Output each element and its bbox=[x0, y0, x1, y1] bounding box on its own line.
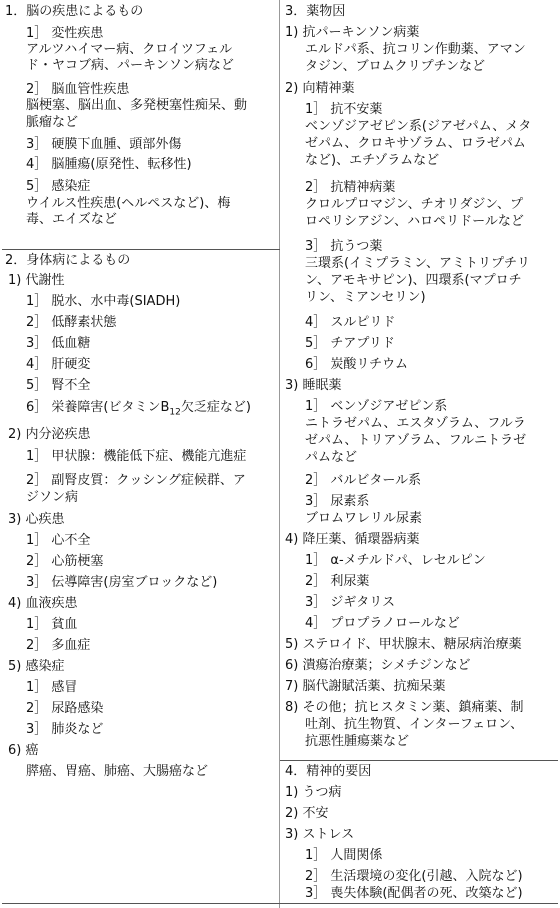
list-item: 2］ 心筋梗塞 bbox=[26, 554, 104, 569]
list-item: 3］ 伝導障害(房室ブロックなど) bbox=[26, 575, 218, 590]
list-item: 3］ 抗うつ薬 bbox=[305, 239, 383, 254]
list-item: 2］ 脳血管性疾患 bbox=[26, 82, 130, 97]
list-item: 4］ 肝硬変 bbox=[26, 357, 91, 372]
list-item-desc: 脈瘤など bbox=[26, 115, 79, 130]
list-item: 1］ 変性疾患 bbox=[26, 26, 104, 41]
list-item-desc: など)、エチゾラムなど bbox=[305, 153, 440, 168]
list-item: 6］ 炭酸リチウム bbox=[305, 357, 409, 372]
list-item: 3］ ジギタリス bbox=[305, 595, 396, 610]
list-item-desc: 抗悪性腫瘍薬など bbox=[305, 734, 410, 749]
group-heading: 1) うつ病 bbox=[285, 785, 342, 800]
list-item-desc: 吐剤、抗生物質、インターフェロン、 bbox=[305, 717, 524, 732]
list-item: 1］ 抗不安薬 bbox=[305, 102, 383, 117]
section-divider bbox=[2, 249, 280, 250]
group-heading: 6) 潰瘍治療薬；シメチジンなど bbox=[285, 658, 471, 673]
list-item-desc: ド・ヤコブ病、パーキンソン病など bbox=[26, 58, 234, 73]
group-heading: 4) 降圧薬、循環器病薬 bbox=[285, 532, 420, 547]
group-heading: 3) 心疾患 bbox=[8, 512, 65, 527]
group-heading: 2) 向精神薬 bbox=[285, 81, 355, 96]
list-item-desc: ベンゾジアゼピン系(ジアゼパム、メタ bbox=[305, 119, 532, 134]
list-item: 1］ 脱水、水中毒(SIADH) bbox=[26, 294, 181, 309]
list-item: 2］ 多血症 bbox=[26, 638, 91, 653]
list-item-desc: ウイルス性疾患(ヘルペスなど)、梅 bbox=[26, 196, 231, 211]
list-item: 2］ 利尿薬 bbox=[305, 574, 370, 589]
group-heading: 5) ステロイド、甲状腺末、糖尿病治療薬 bbox=[285, 637, 522, 652]
list-item: 5］ チアプリド bbox=[305, 336, 395, 351]
list-item: 1］ 甲状腺：機能低下症、機能亢進症 bbox=[26, 449, 247, 464]
list-item-text: 6］ 栄養障害(ビタミンB bbox=[26, 400, 170, 415]
list-item: 3］ 尿素系 bbox=[305, 494, 370, 509]
list-item: 2］ バルビタール系 bbox=[305, 473, 422, 488]
group-heading: 6) 癌 bbox=[8, 743, 39, 758]
section-1-heading: 1．脳の疾患によるもの bbox=[5, 4, 144, 19]
list-item-desc: 脳梗塞、脳出血、多発梗塞性痴呆、動 bbox=[26, 98, 248, 113]
list-item: 1］ α-メチルドパ、レセルピン bbox=[305, 553, 486, 568]
list-item-text: 欠乏症など) bbox=[180, 400, 251, 415]
section-3-heading: 3．薬物因 bbox=[285, 4, 346, 19]
list-item: 3］ 喪失体験(配偶者の死、改築など) bbox=[305, 886, 523, 901]
group-heading: 2) 内分泌疾患 bbox=[8, 427, 91, 442]
list-item-desc: ゼパム、トリアゾラム、フルニトラゼ bbox=[305, 433, 527, 448]
section-4-heading: 4．精神的要因 bbox=[285, 764, 372, 779]
section-divider bbox=[280, 760, 558, 761]
list-item: 1］ 貧血 bbox=[26, 617, 78, 632]
list-item-desc: ゼパム、クロキサゾラム、ロラゼパム bbox=[305, 136, 526, 151]
right-column bbox=[280, 0, 558, 908]
list-item: 3］ 低血糖 bbox=[26, 336, 91, 351]
list-item: 2］ 低酵素状態 bbox=[26, 315, 117, 330]
list-item: 5］ 感染症 bbox=[26, 179, 91, 194]
group-heading: 4) 血液疾患 bbox=[8, 596, 78, 611]
list-item-desc: ジソン病 bbox=[26, 490, 79, 505]
subscript: 12 bbox=[169, 407, 181, 418]
list-item bbox=[26, 400, 251, 421]
list-item: 1］ ベンゾジアゼピン系 bbox=[305, 399, 448, 414]
list-item: 2］ 尿路感染 bbox=[26, 701, 104, 716]
list-item: 5］ 腎不全 bbox=[26, 378, 91, 393]
group-heading: 1) 抗パーキンソン病薬 bbox=[285, 25, 420, 40]
left-column bbox=[2, 0, 280, 908]
list-item-desc: 毒、エイズなど bbox=[26, 212, 117, 227]
list-item: 2］ 生活環境の変化(引越、入院など) bbox=[305, 869, 523, 884]
list-item: 2］ 抗精神病薬 bbox=[305, 180, 396, 195]
group-heading: 7) 脳代謝賦活薬、抗痴呆薬 bbox=[285, 679, 446, 694]
list-item-desc: クロルプロマジン、チオリダジン、プ bbox=[305, 197, 524, 212]
list-item: 3］ 硬膜下血腫、頭部外傷 bbox=[26, 137, 182, 152]
group-heading: 3) ストレス bbox=[285, 827, 355, 842]
list-item-desc: リン、ミアンセリン) bbox=[305, 290, 426, 305]
list-item-desc: ニトラゼパム、エスタゾラム、フルラ bbox=[305, 416, 526, 431]
list-item-desc: アルツハイマー病、クロイツフェル bbox=[26, 42, 233, 57]
group-heading: 5) 感染症 bbox=[8, 659, 65, 674]
section-2-heading: 2．身体病によるもの bbox=[5, 253, 131, 268]
group-heading: 3) 睡眠薬 bbox=[285, 378, 342, 393]
group-heading: 1) 代謝性 bbox=[8, 273, 65, 288]
group-heading: 8) その他；抗ヒスタミン薬、鎮痛薬、制 bbox=[285, 700, 524, 715]
list-item-desc: 膵癌、胃癌、肺癌、大腸癌など bbox=[26, 764, 209, 779]
group-heading: 2) 不安 bbox=[285, 806, 329, 821]
list-item-desc: エルドパ系、抗コリン作動薬、アマン bbox=[305, 42, 526, 57]
bottom-rule bbox=[2, 903, 558, 904]
list-item-desc: ロペリシアジン、ハロペリドールなど bbox=[305, 214, 524, 229]
list-item: 4］ プロプラノロールなど bbox=[305, 616, 460, 631]
list-item: 2］ 副腎皮質：クッシング症候群、ア bbox=[26, 473, 246, 488]
list-item-desc: ン、アモキサピン)、四環系(マプロチ bbox=[305, 273, 522, 288]
list-item: 3］ 肺炎など bbox=[26, 722, 104, 737]
list-item-desc: パムなど bbox=[305, 450, 358, 465]
list-item: 1］ 人間関係 bbox=[305, 848, 383, 863]
list-item: 1］ 心不全 bbox=[26, 533, 91, 548]
list-item-desc: ブロムワレリル尿素 bbox=[305, 511, 423, 526]
list-item: 4］ スルピリド bbox=[305, 315, 396, 330]
list-item-desc: タジン、ブロムクリプチンなど bbox=[305, 59, 485, 74]
list-item-desc: 三環系(イミプラミン、アミトリプチリ bbox=[305, 256, 531, 271]
list-item: 4］ 脳腫瘍(原発性、転移性) bbox=[26, 157, 192, 172]
list-item: 1］ 感冒 bbox=[26, 680, 78, 695]
